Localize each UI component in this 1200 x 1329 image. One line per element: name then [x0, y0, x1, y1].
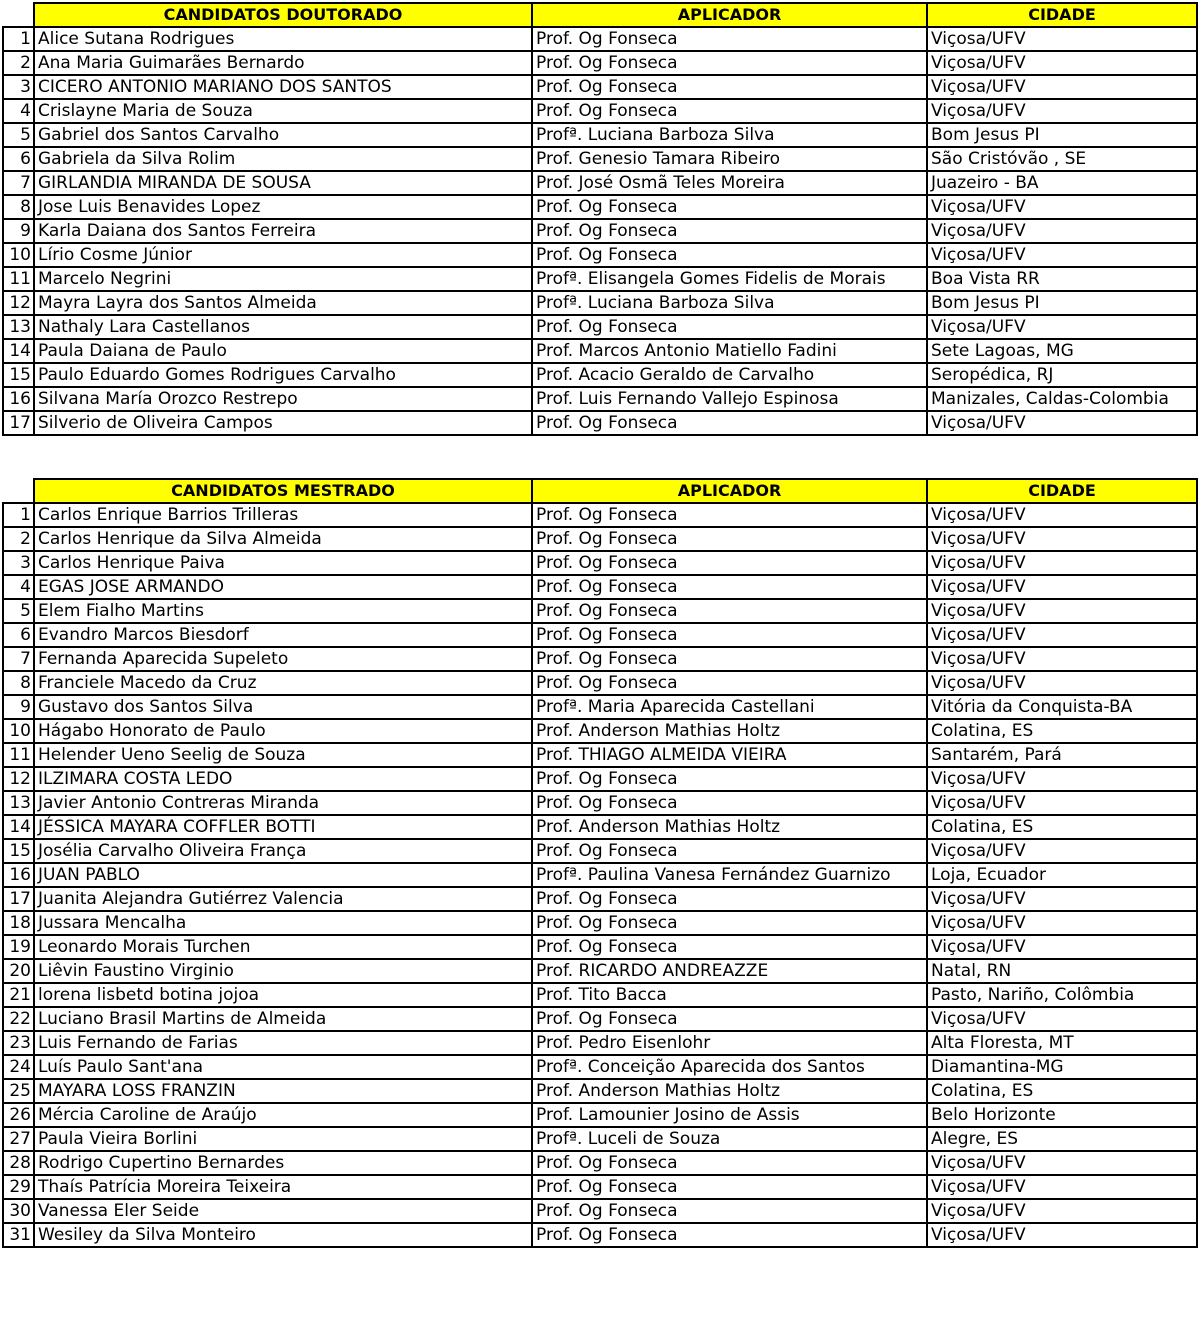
cidade-name: Viçosa/UFV [927, 1151, 1197, 1175]
row-number: 15 [3, 363, 34, 387]
candidate-name: Leonardo Morais Turchen [34, 935, 532, 959]
aplicador-name: Prof. Lamounier Josino de Assis [532, 1103, 927, 1127]
row-number: 12 [3, 767, 34, 791]
row-number: 28 [3, 1151, 34, 1175]
row-number: 17 [3, 887, 34, 911]
candidate-name: Jose Luis Benavides Lopez [34, 195, 532, 219]
table-row [3, 1199, 1197, 1223]
row-number: 9 [3, 219, 34, 243]
table-row [3, 815, 1197, 839]
aplicador-name: Prof. Pedro Eisenlohr [532, 1031, 927, 1055]
candidate-name: Carlos Henrique Paiva [34, 551, 532, 575]
header-candidatos: CANDIDATOS MESTRADO [34, 479, 532, 503]
row-number: 12 [3, 291, 34, 315]
table-row [3, 171, 1197, 195]
candidate-name: MAYARA LOSS FRANZIN [34, 1079, 532, 1103]
table-row [3, 291, 1197, 315]
row-number: 13 [3, 315, 34, 339]
cidade-name: Viçosa/UFV [927, 839, 1197, 863]
aplicador-name: Profª. Luciana Barboza Silva [532, 123, 927, 147]
row-number: 14 [3, 815, 34, 839]
row-number: 5 [3, 123, 34, 147]
table-row [3, 551, 1197, 575]
table-row [3, 863, 1197, 887]
candidate-name: Mayra Layra dos Santos Almeida [34, 291, 532, 315]
candidate-name: EGAS JOSE ARMANDO [34, 575, 532, 599]
cidade-name: Viçosa/UFV [927, 1007, 1197, 1031]
header-blank-cell [3, 479, 34, 503]
aplicador-name: Prof. Anderson Mathias Holtz [532, 1079, 927, 1103]
candidate-name: Gabriela da Silva Rolim [34, 147, 532, 171]
table-row [3, 503, 1197, 527]
aplicador-name: Prof. Og Fonseca [532, 411, 927, 435]
doutorado-table [2, 2, 1198, 436]
cidade-name: Viçosa/UFV [927, 75, 1197, 99]
table-row [3, 411, 1197, 435]
table-row [3, 51, 1197, 75]
candidate-name: Ana Maria Guimarães Bernardo [34, 51, 532, 75]
cidade-name: Vitória da Conquista-BA [927, 695, 1197, 719]
candidate-name: Wesiley da Silva Monteiro [34, 1223, 532, 1247]
cidade-name: Natal, RN [927, 959, 1197, 983]
table-row [3, 1055, 1197, 1079]
table-row [3, 743, 1197, 767]
table-row [3, 1127, 1197, 1151]
table-row [3, 983, 1197, 1007]
cidade-name: São Cristóvão , SE [927, 147, 1197, 171]
row-number: 9 [3, 695, 34, 719]
candidate-name: Alice Sutana Rodrigues [34, 27, 532, 51]
row-number: 14 [3, 339, 34, 363]
aplicador-name: Prof. Marcos Antonio Matiello Fadini [532, 339, 927, 363]
candidate-name: Crislayne Maria de Souza [34, 99, 532, 123]
row-number: 2 [3, 51, 34, 75]
candidate-name: Marcelo Negrini [34, 267, 532, 291]
aplicador-name: Prof. Luis Fernando Vallejo Espinosa [532, 387, 927, 411]
aplicador-name: Prof. Og Fonseca [532, 1199, 927, 1223]
table-row [3, 1151, 1197, 1175]
cidade-name: Colatina, ES [927, 1079, 1197, 1103]
table-row [3, 387, 1197, 411]
cidade-name: Boa Vista RR [927, 267, 1197, 291]
cidade-name: Seropédica, RJ [927, 363, 1197, 387]
header-aplicador: APLICADOR [532, 3, 927, 27]
aplicador-name: Prof. Anderson Mathias Holtz [532, 719, 927, 743]
candidate-name: Luciano Brasil Martins de Almeida [34, 1007, 532, 1031]
table-row [3, 959, 1197, 983]
cidade-name: Santarém, Pará [927, 743, 1197, 767]
row-number: 18 [3, 911, 34, 935]
candidate-name: ILZIMARA COSTA LEDO [34, 767, 532, 791]
cidade-name: Viçosa/UFV [927, 671, 1197, 695]
candidate-name: Luís Paulo Sant'ana [34, 1055, 532, 1079]
cidade-name: Juazeiro - BA [927, 171, 1197, 195]
cidade-name: Colatina, ES [927, 815, 1197, 839]
table-row [3, 599, 1197, 623]
table-row [3, 27, 1197, 51]
row-number: 6 [3, 147, 34, 171]
table-row [3, 671, 1197, 695]
table-row [3, 887, 1197, 911]
aplicador-name: Prof. Og Fonseca [532, 1007, 927, 1031]
header-cidade: CIDADE [927, 479, 1197, 503]
row-number: 21 [3, 983, 34, 1007]
table-row [3, 1103, 1197, 1127]
cidade-name: Viçosa/UFV [927, 243, 1197, 267]
table-row [3, 1079, 1197, 1103]
cidade-name: Viçosa/UFV [927, 935, 1197, 959]
candidate-name: Silverio de Oliveira Campos [34, 411, 532, 435]
cidade-name: Viçosa/UFV [927, 51, 1197, 75]
aplicador-name: Prof. Og Fonseca [532, 219, 927, 243]
row-number: 19 [3, 935, 34, 959]
cidade-name: Alta Floresta, MT [927, 1031, 1197, 1055]
aplicador-name: Prof. Genesio Tamara Ribeiro [532, 147, 927, 171]
doutorado-header-row [3, 3, 1197, 27]
row-number: 8 [3, 671, 34, 695]
row-number: 30 [3, 1199, 34, 1223]
aplicador-name: Prof. Og Fonseca [532, 27, 927, 51]
aplicador-name: Prof. RICARDO ANDREAZZE [532, 959, 927, 983]
table-row [3, 527, 1197, 551]
table-row [3, 767, 1197, 791]
aplicador-name: Prof. Og Fonseca [532, 935, 927, 959]
candidate-name: Thaís Patrícia Moreira Teixeira [34, 1175, 532, 1199]
aplicador-name: Prof. Og Fonseca [532, 243, 927, 267]
cidade-name: Viçosa/UFV [927, 219, 1197, 243]
cidade-name: Viçosa/UFV [927, 503, 1197, 527]
aplicador-name: Prof. Og Fonseca [532, 1151, 927, 1175]
row-number: 8 [3, 195, 34, 219]
cidade-name: Colatina, ES [927, 719, 1197, 743]
candidate-name: Javier Antonio Contreras Miranda [34, 791, 532, 815]
table-row [3, 695, 1197, 719]
aplicador-name: Prof. Og Fonseca [532, 75, 927, 99]
table-row [3, 1007, 1197, 1031]
candidate-name: Juanita Alejandra Gutiérrez Valencia [34, 887, 532, 911]
header-candidatos: CANDIDATOS DOUTORADO [34, 3, 532, 27]
row-number: 2 [3, 527, 34, 551]
cidade-name: Viçosa/UFV [927, 575, 1197, 599]
cidade-name: Viçosa/UFV [927, 27, 1197, 51]
candidate-name: Mércia Caroline de Araújo [34, 1103, 532, 1127]
row-number: 4 [3, 99, 34, 123]
table-row [3, 339, 1197, 363]
candidate-name: Helender Ueno Seelig de Souza [34, 743, 532, 767]
table-row [3, 623, 1197, 647]
row-number: 1 [3, 503, 34, 527]
row-number: 16 [3, 863, 34, 887]
aplicador-name: Prof. Og Fonseca [532, 599, 927, 623]
row-number: 23 [3, 1031, 34, 1055]
table-row [3, 363, 1197, 387]
cidade-name: Diamantina-MG [927, 1055, 1197, 1079]
cidade-name: Loja, Ecuador [927, 863, 1197, 887]
candidate-name: Fernanda Aparecida Supeleto [34, 647, 532, 671]
row-number: 22 [3, 1007, 34, 1031]
aplicador-name: Prof. Og Fonseca [532, 1223, 927, 1247]
cidade-name: Bom Jesus PI [927, 123, 1197, 147]
candidate-name: Vanessa Eler Seide [34, 1199, 532, 1223]
cidade-name: Viçosa/UFV [927, 1199, 1197, 1223]
aplicador-name: Prof. Og Fonseca [532, 195, 927, 219]
cidade-name: Viçosa/UFV [927, 195, 1197, 219]
aplicador-name: Prof. THIAGO ALMEIDA VIEIRA [532, 743, 927, 767]
cidade-name: Sete Lagoas, MG [927, 339, 1197, 363]
aplicador-name: Prof. Og Fonseca [532, 1175, 927, 1199]
aplicador-name: Prof. Og Fonseca [532, 551, 927, 575]
row-number: 4 [3, 575, 34, 599]
aplicador-name: Prof. Og Fonseca [532, 839, 927, 863]
cidade-name: Bom Jesus PI [927, 291, 1197, 315]
row-number: 29 [3, 1175, 34, 1199]
table-row [3, 1031, 1197, 1055]
aplicador-name: Prof. Anderson Mathias Holtz [532, 815, 927, 839]
aplicador-name: Prof. Og Fonseca [532, 767, 927, 791]
row-number: 25 [3, 1079, 34, 1103]
cidade-name: Alegre, ES [927, 1127, 1197, 1151]
candidate-name: Franciele Macedo da Cruz [34, 671, 532, 695]
cidade-name: Viçosa/UFV [927, 791, 1197, 815]
aplicador-name: Profª. Maria Aparecida Castellani [532, 695, 927, 719]
row-number: 7 [3, 647, 34, 671]
candidate-name: Carlos Enrique Barrios Trilleras [34, 503, 532, 527]
aplicador-name: Prof. Og Fonseca [532, 99, 927, 123]
row-number: 3 [3, 75, 34, 99]
candidate-name: JUAN PABLO [34, 863, 532, 887]
row-number: 3 [3, 551, 34, 575]
table-row [3, 99, 1197, 123]
candidate-name: Karla Daiana dos Santos Ferreira [34, 219, 532, 243]
aplicador-name: Prof. José Osmã Teles Moreira [532, 171, 927, 195]
cidade-name: Viçosa/UFV [927, 315, 1197, 339]
row-number: 13 [3, 791, 34, 815]
candidate-name: Paula Vieira Borlini [34, 1127, 532, 1151]
cidade-name: Pasto, Nariño, Colômbia [927, 983, 1197, 1007]
candidate-name: JÉSSICA MAYARA COFFLER BOTTI [34, 815, 532, 839]
row-number: 16 [3, 387, 34, 411]
aplicador-name: Profª. Elisangela Gomes Fidelis de Morais [532, 267, 927, 291]
candidate-name: lorena lisbetd botina jojoa [34, 983, 532, 1007]
aplicador-name: Prof. Og Fonseca [532, 887, 927, 911]
row-number: 20 [3, 959, 34, 983]
row-number: 11 [3, 743, 34, 767]
row-number: 31 [3, 1223, 34, 1247]
candidate-name: Elem Fialho Martins [34, 599, 532, 623]
candidate-name: Gabriel dos Santos Carvalho [34, 123, 532, 147]
header-aplicador: APLICADOR [532, 479, 927, 503]
table-row [3, 75, 1197, 99]
table-row [3, 575, 1197, 599]
candidate-name: Paulo Eduardo Gomes Rodrigues Carvalho [34, 363, 532, 387]
table-row [3, 719, 1197, 743]
candidate-name: Gustavo dos Santos Silva [34, 695, 532, 719]
candidate-name: Carlos Henrique da Silva Almeida [34, 527, 532, 551]
candidate-name: Rodrigo Cupertino Bernardes [34, 1151, 532, 1175]
table-row [3, 147, 1197, 171]
table-row [3, 839, 1197, 863]
aplicador-name: Profª. Paulina Vanesa Fernández Guarnizo [532, 863, 927, 887]
cidade-name: Viçosa/UFV [927, 99, 1197, 123]
candidate-name: Jussara Mencalha [34, 911, 532, 935]
table-row [3, 315, 1197, 339]
aplicador-name: Prof. Og Fonseca [532, 503, 927, 527]
row-number: 15 [3, 839, 34, 863]
cidade-name: Manizales, Caldas-Colombia [927, 387, 1197, 411]
aplicador-name: Prof. Og Fonseca [532, 911, 927, 935]
aplicador-name: Prof. Og Fonseca [532, 647, 927, 671]
aplicador-name: Prof. Og Fonseca [532, 527, 927, 551]
aplicador-name: Prof. Og Fonseca [532, 671, 927, 695]
aplicador-name: Profª. Luciana Barboza Silva [532, 291, 927, 315]
aplicador-name: Prof. Og Fonseca [532, 51, 927, 75]
cidade-name: Viçosa/UFV [927, 1223, 1197, 1247]
cidade-name: Viçosa/UFV [927, 887, 1197, 911]
aplicador-name: Profª. Luceli de Souza [532, 1127, 927, 1151]
aplicador-name: Profª. Conceição Aparecida dos Santos [532, 1055, 927, 1079]
header-blank-cell [3, 3, 34, 27]
cidade-name: Viçosa/UFV [927, 527, 1197, 551]
table-row [3, 935, 1197, 959]
aplicador-name: Prof. Og Fonseca [532, 623, 927, 647]
row-number: 10 [3, 719, 34, 743]
table-row [3, 1175, 1197, 1199]
header-cidade: CIDADE [927, 3, 1197, 27]
candidate-name: Silvana María Orozco Restrepo [34, 387, 532, 411]
candidate-name: Hágabo Honorato de Paulo [34, 719, 532, 743]
candidate-name: Liêvin Faustino Virginio [34, 959, 532, 983]
row-number: 26 [3, 1103, 34, 1127]
cidade-name: Viçosa/UFV [927, 623, 1197, 647]
cidade-name: Viçosa/UFV [927, 1175, 1197, 1199]
aplicador-name: Prof. Og Fonseca [532, 575, 927, 599]
candidate-name: Evandro Marcos Biesdorf [34, 623, 532, 647]
row-number: 1 [3, 27, 34, 51]
aplicador-name: Prof. Tito Bacca [532, 983, 927, 1007]
table-row [3, 1223, 1197, 1247]
cidade-name: Viçosa/UFV [927, 647, 1197, 671]
row-number: 7 [3, 171, 34, 195]
candidate-name: Paula Daiana de Paulo [34, 339, 532, 363]
table-row [3, 911, 1197, 935]
cidade-name: Viçosa/UFV [927, 551, 1197, 575]
row-number: 17 [3, 411, 34, 435]
aplicador-name: Prof. Og Fonseca [532, 791, 927, 815]
table-row [3, 195, 1197, 219]
candidate-name: Lírio Cosme Júnior [34, 243, 532, 267]
row-number: 24 [3, 1055, 34, 1079]
candidate-name: CICERO ANTONIO MARIANO DOS SANTOS [34, 75, 532, 99]
table-row [3, 267, 1197, 291]
row-number: 5 [3, 599, 34, 623]
cidade-name: Belo Horizonte [927, 1103, 1197, 1127]
table-row [3, 219, 1197, 243]
candidate-name: Nathaly Lara Castellanos [34, 315, 532, 339]
mestrado-table [2, 478, 1198, 1248]
cidade-name: Viçosa/UFV [927, 911, 1197, 935]
cidade-name: Viçosa/UFV [927, 411, 1197, 435]
table-row [3, 243, 1197, 267]
candidate-name: Josélia Carvalho Oliveira França [34, 839, 532, 863]
row-number: 27 [3, 1127, 34, 1151]
cidade-name: Viçosa/UFV [927, 599, 1197, 623]
table-row [3, 123, 1197, 147]
table-row [3, 647, 1197, 671]
cidade-name: Viçosa/UFV [927, 767, 1197, 791]
row-number: 11 [3, 267, 34, 291]
table-row [3, 791, 1197, 815]
row-number: 6 [3, 623, 34, 647]
mestrado-header-row [3, 479, 1197, 503]
aplicador-name: Prof. Og Fonseca [532, 315, 927, 339]
row-number: 10 [3, 243, 34, 267]
candidate-name: GIRLANDIA MIRANDA DE SOUSA [34, 171, 532, 195]
candidate-name: Luis Fernando de Farias [34, 1031, 532, 1055]
aplicador-name: Prof. Acacio Geraldo de Carvalho [532, 363, 927, 387]
